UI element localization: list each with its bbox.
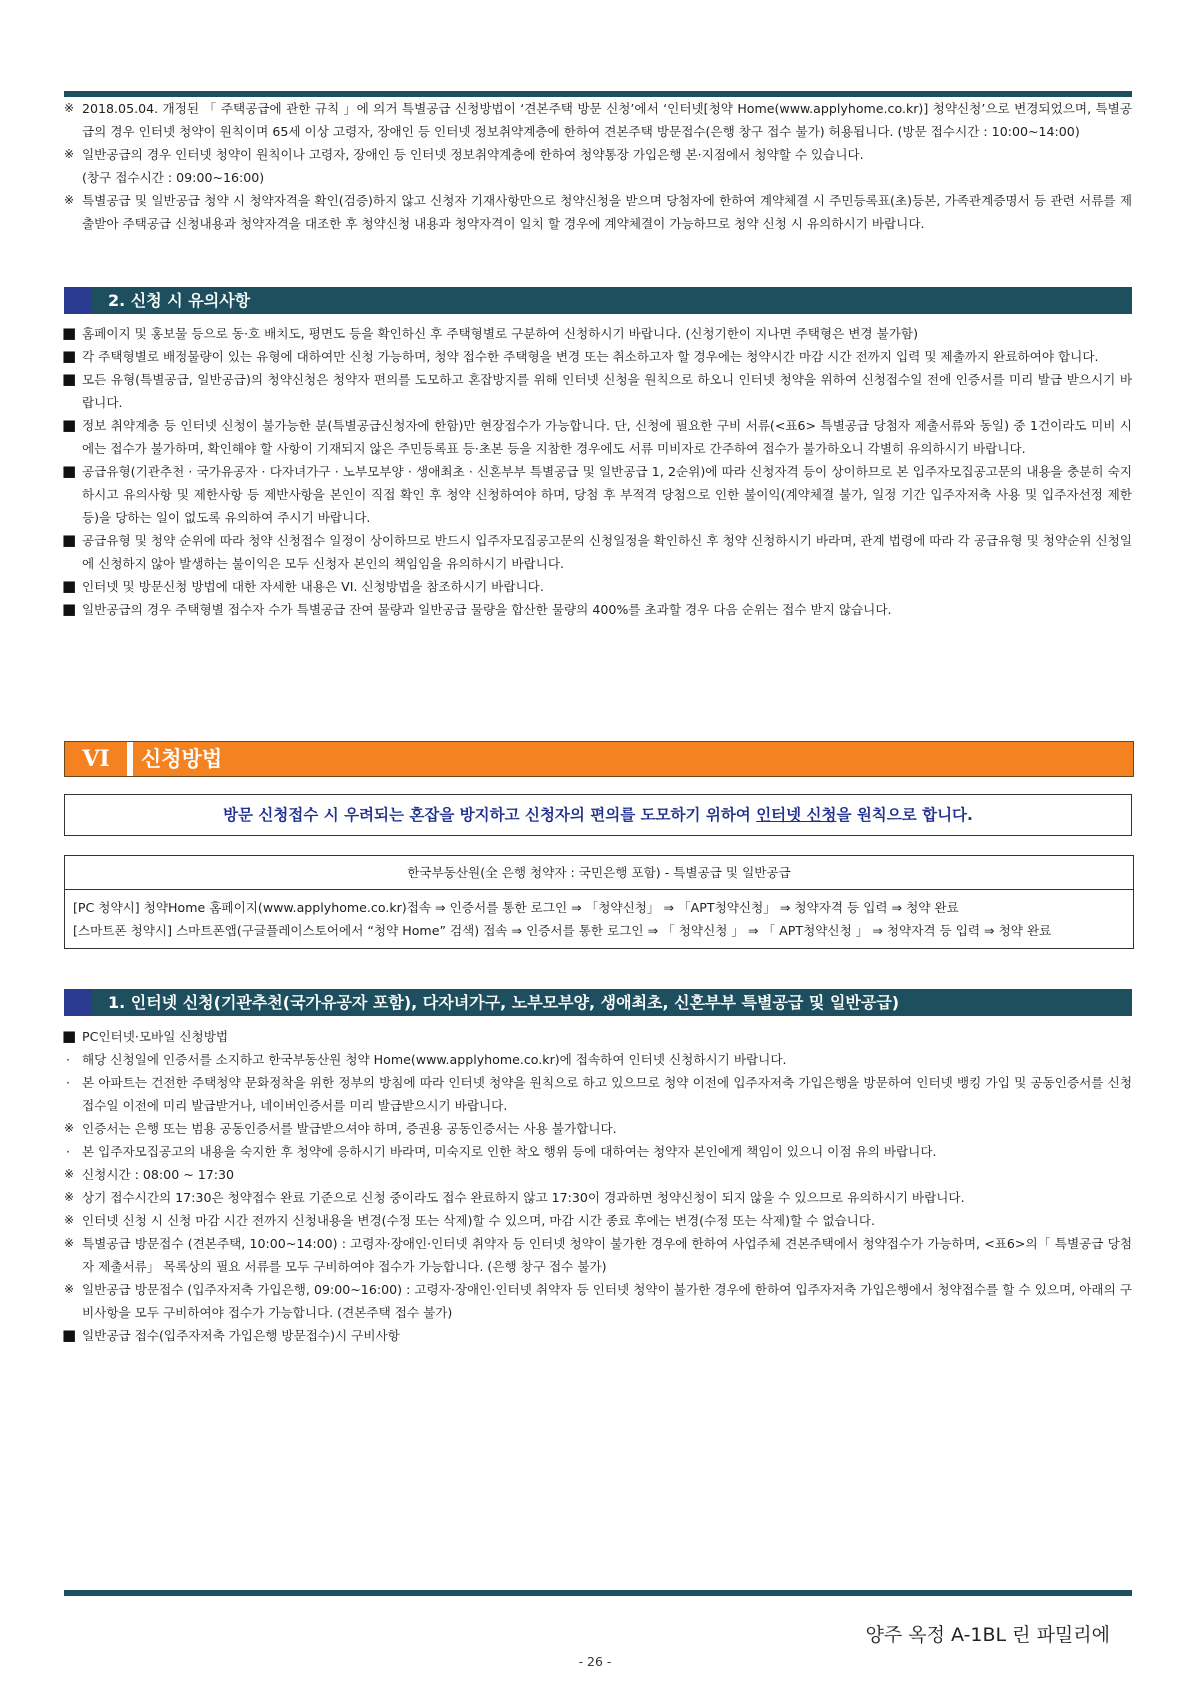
top-notes — [64, 97, 1132, 235]
reference-mark: ※ — [64, 1190, 75, 1204]
list-item: ■ 인터넷 및 방문신청 방법에 대한 자세한 내용은 VI. 신청방법을 참조하시기 바랍니다. — [64, 575, 1132, 598]
list-item: ■ 일반공급 접수(입주자저축 가입은행 방문접수)시 구비사항 — [64, 1324, 1132, 1347]
bottom-rule — [64, 1590, 1132, 1596]
reference-mark: ※ — [64, 1236, 75, 1250]
square-bullet-icon: ■ — [62, 1027, 77, 1045]
square-bullet-icon: ■ — [62, 347, 77, 365]
chapter-header — [64, 741, 1134, 777]
reference-mark: ※ — [64, 1282, 75, 1296]
square-bullet-icon: ■ — [62, 531, 77, 549]
list-item: ※ 인터넷 신청 시 신청 마감 시간 전까지 신청내용을 변경(수정 또는 삭제)할 수 있으며, 마감 시간 종료 후에는 변경(수정 또는 삭제)할 수 없습니다. — [64, 1209, 1132, 1232]
note-item: ※ 특별공급 및 일반공급 청약 시 청약자격을 확인(검증)하지 않고 신청자 기재사항만으로 청약신청을 받으며 당첨자에 한하여 계약체결 시 주민등록표(초)등본, 가족관계증명서 등 관련 서류를 제출받아 주택공급 신청내용과 청약자격을 대조한 후 청약신청 내용과 청약자격이 일치 할 경우에 계약체결이 가능하므로 청약 신청 시 유의하시기 바랍니다. — [64, 189, 1132, 235]
chapter-separator — [127, 742, 133, 776]
list-item: ■ 각 주택형별로 배정물량이 있는 유형에 대하여만 신청 가능하며, 청약 접수한 주택형을 변경 또는 취소하고자 할 경우에는 청약시간 마감 시간 전까지 입력 및 제출까지 완료하여야 합니다. — [64, 345, 1132, 368]
section-title: 2. 신청 시 유의사항 — [108, 291, 251, 310]
note-item: ※ 2018.05.04. 개정된 「 주택공급에 관한 규칙 」에 의거 특별공급 신청방법이 ‘견본주택 방문 신청’에서 ‘인터넷[청약 Home(www.applyhome.co.kr)] 청약신청’으로 변경되었으며, 특별공급의 경우 인터넷 청약이 원칙이며 65세 이상 고령자, 장애인 등 인터넷 정보취약계층에 한하여 견본주택 방문접수(은행 창구 접수 불가) 허용됩니다. (방문 접수시간 : 10:00~14:00) — [64, 97, 1132, 143]
square-bullet-icon: ■ — [62, 1326, 77, 1344]
table-header: 한국부동산원(全 은행 청약자 : 국민은행 포함) - 특별공급 및 일반공급 — [65, 856, 1133, 890]
section-tab — [64, 287, 92, 314]
square-bullet-icon: ■ — [62, 600, 77, 618]
list-item: ■ 공급유형(기관추천 · 국가유공자 · 다자녀가구 · 노부모부양 · 생애최초 · 신혼부부 특별공급 및 일반공급 1, 2순위)에 따라 신청자격 등이 상이하므로 본 입주자모집공고문의 내용을 충분히 숙지하시고 유의사항 및 제한사항 등 제반사항을 본인이 직접 확인 후 청약 신청하여야 하며, 당첨 후 부적격 당첨으로 인한 불이익(계약체결 불가, 일정 기간 입주자저축 사용 및 입주자선정 제한 등)을 당하는 일이 없도록 유의하여 주시기 바랍니다. — [62, 462, 1132, 525]
list-item: · 본 입주자모집공고의 내용을 숙지한 후 청약에 응하시기 바라며, 미숙지로 인한 착오 행위 등에 대하여는 청약자 본인에게 책임이 있으니 이점 유의 바랍니다. — [64, 1140, 1132, 1163]
section-title: 1. 인터넷 신청(기관추천(국가유공자 포함), 다자녀가구, 노부모부양, 생애최초, 신혼부부 특별공급 및 일반공급) — [108, 993, 900, 1012]
dot-bullet: · — [66, 1075, 71, 1090]
square-bullet-icon: ■ — [62, 577, 77, 595]
note-item: ※ 일반공급의 경우 인터넷 청약이 원칙이나 고령자, 장애인 등 인터넷 정보취약계층에 한하여 청약통장 가입은행 본·지점에서 청약할 수 있습니다. (창구 접수시간 : 09:00~16:00) — [64, 143, 1132, 189]
list-item: ※ 인증서는 은행 또는 범용 공동인증서를 발급받으셔야 하며, 증권용 공동인증서는 사용 불가합니다. — [64, 1117, 1132, 1140]
reference-mark: ※ — [64, 101, 75, 115]
list-item: ■ 정보 취약계층 등 인터넷 신청이 불가능한 분(특별공급신청자에 한함)만 현장접수가 가능합니다. 단, 신청에 필요한 구비 서류(<표6> 특별공급 당첨자 제출서류와 동일) 중 1건이라도 미비 시에는 접수가 불가하며, 확인해야 할 사항이 기재되지 않은 주민등록표 등·초본 등을 지참한 경우에도 서류 미비자로 간주하여 접수가 불가하오니 각별히 유의하시기 바랍니다. — [62, 416, 1132, 456]
table-row: [스마트폰 청약시] 스마트폰앱(구글플레이스토어에서 “청약 Home” 검색) 접속 ⇒ 인증서를 통한 로그인 ⇒ 「 청약신청 」 ⇒ 「 APT청약신청 」 ⇒ 청약자격 등 입력 ⇒ 청약 완료 — [73, 923, 1052, 938]
list-item: · 본 아파트는 건전한 주택청약 문화정착을 위한 정부의 방침에 따라 인터넷 청약을 원칙으로 하고 있으므로 청약 이전에 입주자저축 가입은행을 방문하여 인터넷 뱅킹 가입 및 공동인증서를 신청접수일 이전에 미리 발급받거나, 네이버인증서를 미리 발급받으시기 바랍니다. — [64, 1071, 1132, 1117]
table-row: [PC 청약시] 청약Home 홈페이지(www.applyhome.co.kr)접속 ⇒ 인증서를 통한 로그인 ⇒ 「청약신청」 ⇒ 「APT청약신청」 ⇒ 청약자격 등 입력 ⇒ 청약 완료 — [73, 900, 959, 915]
dot-bullet: · — [66, 1144, 71, 1159]
reference-mark: ※ — [64, 147, 75, 161]
list-item: ※ 일반공급 방문접수 (입주자저축 가입은행, 09:00~16:00) : 고령자·장애인·인터넷 취약자 등 인터넷 청약이 불가한 경우에 한하여 입주자저축 가입은행에서 청약접수를 할 수 있으며, 아래의 구비사항을 모두 구비하여야 접수가 가능합니다. (견본주택 접수 불가) — [64, 1278, 1132, 1324]
table-body — [65, 890, 1133, 948]
application-procedure-table — [64, 855, 1134, 949]
page-number: - 26 - — [578, 1654, 612, 1669]
internet-application-list — [64, 1025, 1132, 1347]
reference-mark: ※ — [64, 1213, 75, 1227]
square-bullet-icon: ■ — [62, 462, 77, 480]
list-item: ※ 특별공급 방문접수 (견본주택, 10:00~14:00) : 고령자·장애인·인터넷 취약자 등 인터넷 청약이 불가한 경우에 한하여 사업주체 견본주택에서 청약접수가 가능하며, <표6>의「 특별공급 당첨자 제출서류」 목록상의 필요 서류를 모두 구비하여야 접수가 가능합니다. (은행 창구 접수 불가) — [64, 1232, 1132, 1278]
reference-mark: ※ — [64, 193, 75, 207]
notice-box: 방문 신청접수 시 우려되는 혼잡을 방지하고 신청자의 편의를 도모하기 위하여 인터넷 신청을 원칙으로 합니다. — [64, 794, 1132, 836]
square-bullet-icon: ■ — [62, 324, 77, 342]
list-item: ※ 상기 접수시간의 17:30은 청약접수 완료 기준으로 신청 중이라도 접수 완료하지 않고 17:30이 경과하면 청약신청이 되지 않을 수 있으므로 유의하시기 바랍니다. — [64, 1186, 1132, 1209]
list-item: ■ PC인터넷·모바일 신청방법 — [64, 1025, 1132, 1048]
dot-bullet: · — [66, 1052, 71, 1067]
reference-mark: ※ — [64, 1121, 75, 1135]
notice-underlined: 인터넷 신청 — [756, 806, 837, 824]
section-tab — [64, 989, 92, 1016]
list-item: · 해당 신청일에 인증서를 소지하고 한국부동산원 청약 Home(www.applyhome.co.kr)에 접속하여 인터넷 신청하시기 바랍니다. — [64, 1048, 1132, 1071]
reference-mark: ※ — [64, 1167, 75, 1181]
list-item: ■ 모든 유형(특별공급, 일반공급)의 청약신청은 청약자 편의를 도모하고 혼잡방지를 위해 인터넷 신청을 원칙으로 하오니 인터넷 청약을 위하여 신청접수일 전에 인증서를 미리 발급 받으시기 바랍니다. — [62, 370, 1132, 410]
list-item: ※ 신청시간 : 08:00 ~ 17:30 — [64, 1163, 1132, 1186]
section-header-precautions — [64, 287, 1132, 314]
list-item: ■ 일반공급의 경우 주택형별 접수자 수가 특별공급 잔여 물량과 일반공급 물량을 합산한 물량의 400%를 초과할 경우 다음 순위는 접수 받지 않습니다. — [64, 598, 1132, 621]
section-header-internet — [64, 989, 1132, 1016]
square-bullet-icon: ■ — [62, 370, 77, 388]
chapter-number: VI — [82, 746, 110, 772]
square-bullet-icon: ■ — [62, 416, 77, 434]
footer-project-title: 양주 옥정 A-1BL 린 파밀리에 — [865, 1624, 1110, 1646]
list-item: ■ 홈페이지 및 홍보물 등으로 동·호 배치도, 평면도 등을 확인하신 후 주택형별로 구분하여 신청하시기 바랍니다. (신청기한이 지나면 주택형은 변경 불가함) — [64, 322, 1132, 345]
chapter-title: 신청방법 — [141, 747, 223, 771]
precautions-list — [64, 322, 1132, 621]
list-item: ■ 공급유형 및 청약 순위에 따라 청약 신청접수 일정이 상이하므로 반드시 입주자모집공고문의 신청일정을 확인하신 후 청약 신청하시기 바라며, 관계 법령에 따라 각 공급유형 및 청약순위 신청일에 신청하지 않아 발생하는 불이익은 모두 신청자 본인의 책임임을 유의하시기 바랍니다. — [62, 531, 1132, 571]
